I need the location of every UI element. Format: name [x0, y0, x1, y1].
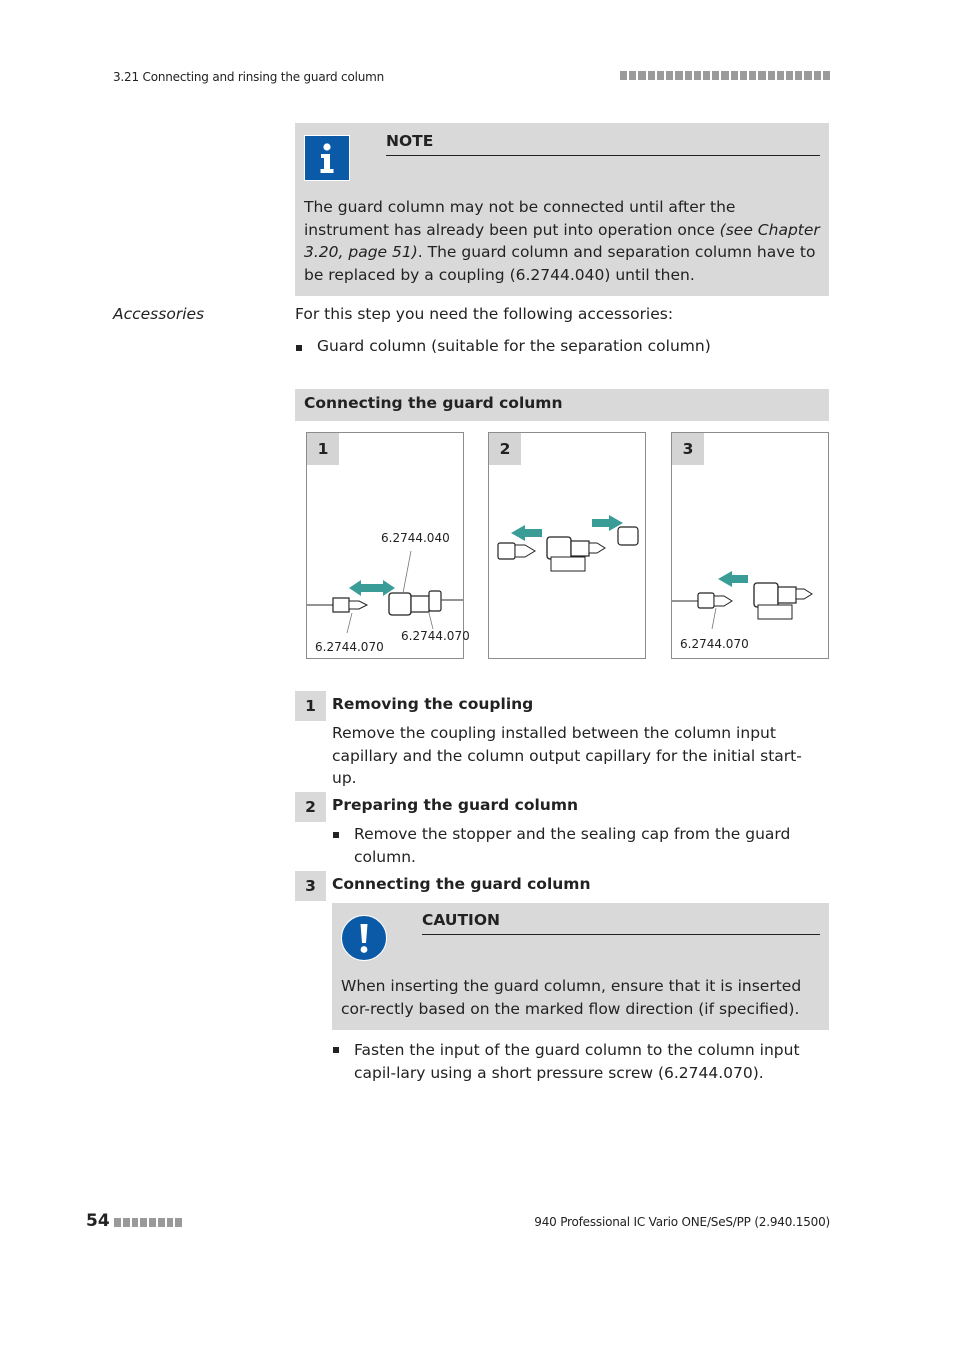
footer-product: 940 Professional IC Vario ONE/SeS/PP (2.940.1500) [534, 1215, 830, 1229]
step-number: 3 [295, 871, 326, 901]
exclamation-icon [341, 915, 387, 961]
figure-number: 2 [489, 433, 521, 465]
page-number: 54 [86, 1211, 110, 1231]
figure-number: 3 [672, 433, 704, 465]
figure-label: 6.2744.070 [680, 637, 749, 651]
figure-label: 6.2744.070 [401, 629, 470, 643]
caution-title: CAUTION [422, 911, 500, 929]
chapter-reference[interactable]: (see Chapter 3.20, page 51) [304, 220, 820, 261]
accessory-item: Guard column (suitable for the separation column) [317, 337, 711, 355]
figure-step-2 [488, 432, 646, 659]
figure-number: 1 [307, 433, 339, 465]
figure-label: 6.2744.070 [315, 640, 384, 654]
caution-text: When inserting the guard column, ensure that it is inserted cor-rectly based on the marked flow direction (if specified). [341, 977, 802, 1018]
caution-divider [422, 934, 820, 935]
bullet-icon [333, 832, 339, 838]
section-title: Connecting the guard column [304, 394, 563, 412]
figure-step-1 [306, 432, 470, 659]
step-title: Preparing the guard column [332, 796, 579, 814]
bullet-icon [296, 345, 302, 351]
footer-decoration [114, 1218, 182, 1227]
step-bullet-text: Fasten the input of the guard column to the column input capil-lary using a short pressure screw (6.2744.070). [354, 1041, 800, 1082]
step-title: Connecting the guard column [332, 875, 591, 893]
step-text: Remove the coupling installed between the column input capillary and the column output capillary for the initial start-up. [332, 724, 802, 787]
accessories-intro: For this step you need the following accessories: [295, 305, 674, 323]
figure-label: 6.2744.040 [381, 531, 450, 545]
note-text: The guard column may not be connected until after the instrument has already been put into operation once (see Chapter 3.20, page 51). The guard column and separation column have to be replaced by a coupling (6.2744.040) until then. [304, 198, 820, 284]
note-title: NOTE [386, 132, 434, 150]
accessories-label: Accessories [113, 305, 205, 323]
note-divider [386, 155, 820, 156]
step-number: 2 [295, 792, 326, 822]
step-number: 1 [295, 691, 326, 721]
figure-step-3 [671, 432, 829, 659]
running-header: 3.21 Connecting and rinsing the guard column [113, 70, 385, 84]
header-decoration [620, 71, 830, 80]
step-bullet-text: Remove the stopper and the sealing cap from the guard column. [354, 825, 791, 866]
info-icon [304, 135, 350, 181]
step-title: Removing the coupling [332, 695, 534, 713]
bullet-icon [333, 1047, 339, 1053]
